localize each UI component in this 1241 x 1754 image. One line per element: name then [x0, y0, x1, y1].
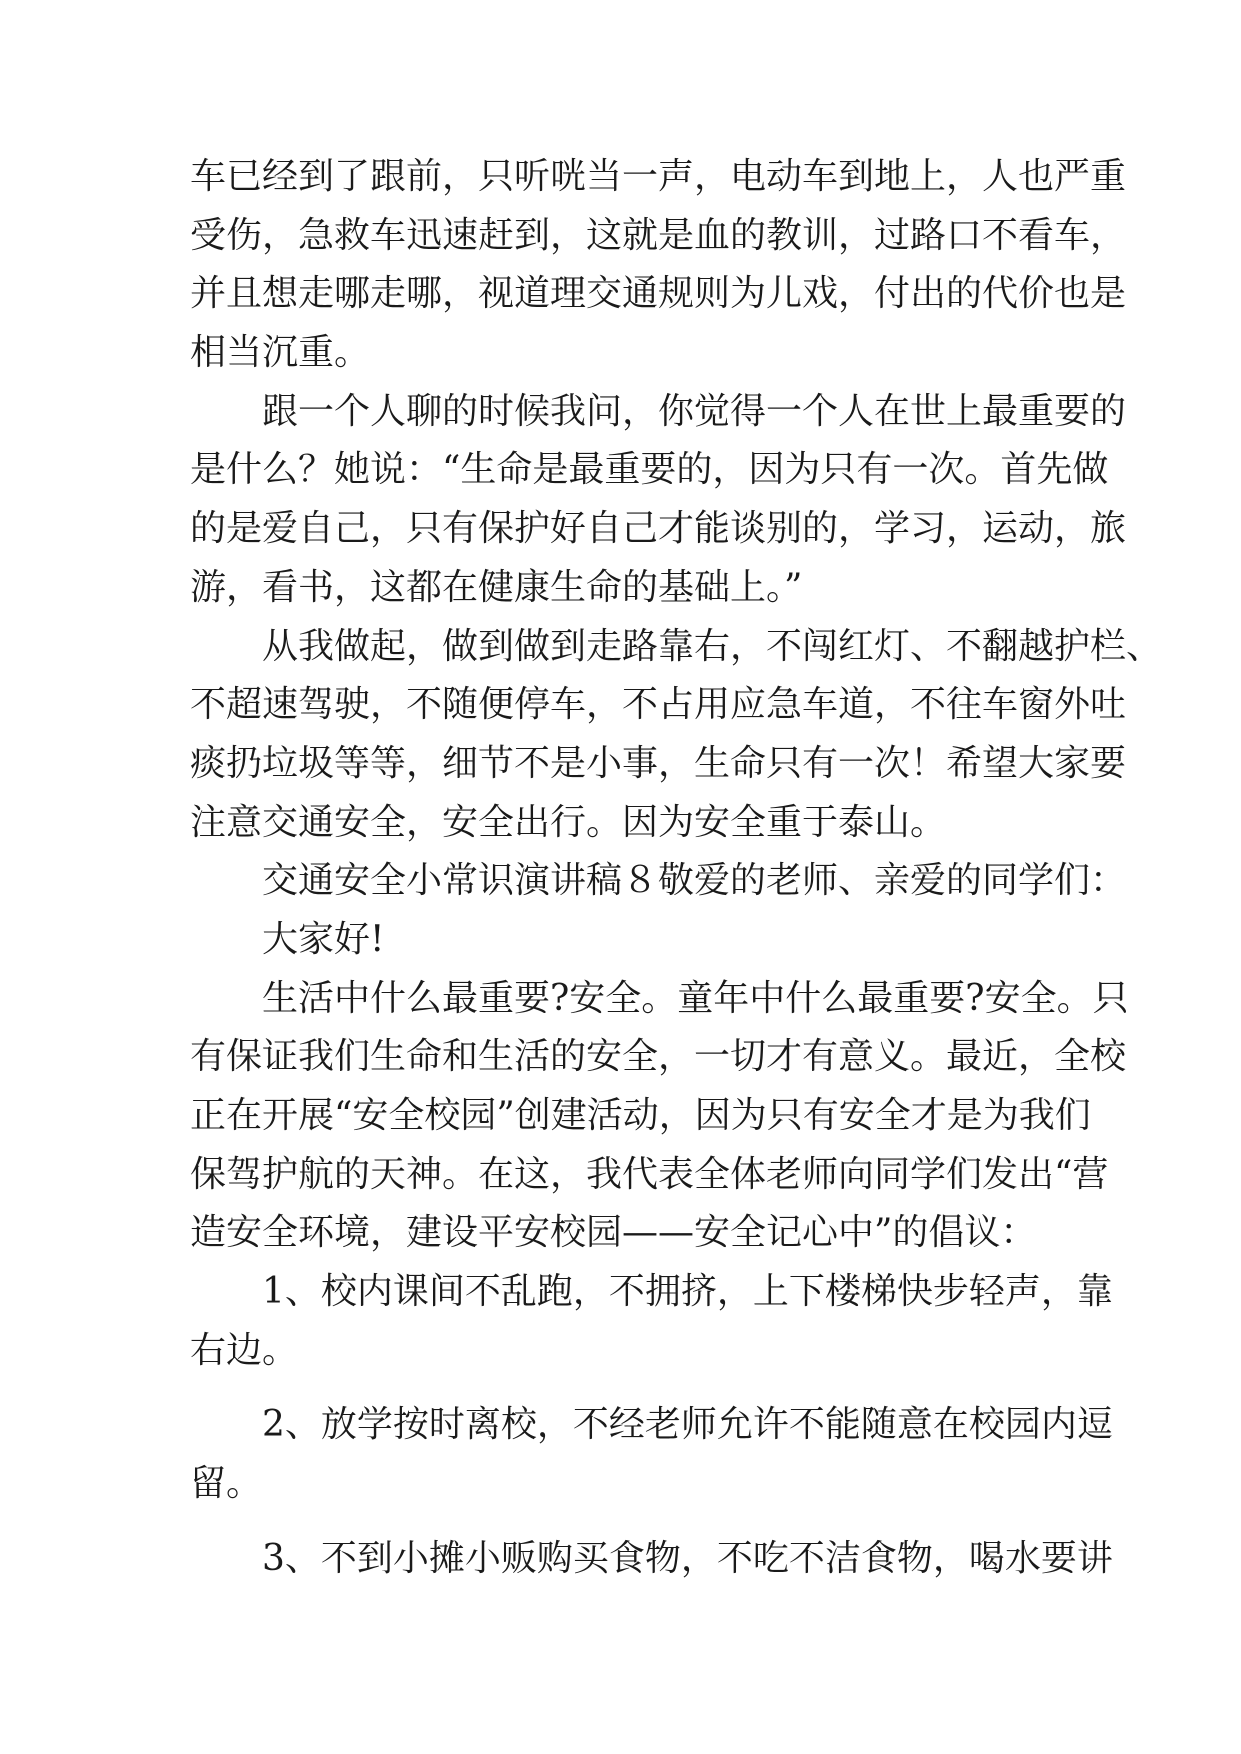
- text-line: 生活中什么最重要?安全。童年中什么最重要?安全。只: [262, 977, 1129, 1019]
- text-line: 不超速驾驶，不随便停车，不占用应急车道，不往车窗外吐: [190, 684, 1127, 726]
- paragraph: [190, 970, 1129, 1263]
- text-line: 是什么？她说：“生命是最重要的，因为只有一次。首先做: [190, 449, 1109, 491]
- text-line: 车已经到了跟前，只听咣当一声，电动车到地上，人也严重: [190, 156, 1127, 197]
- text-line: 从我做起，做到做到走路靠右，不闯红灯、不翻越护栏、: [262, 625, 1163, 667]
- paragraph: [190, 383, 1127, 618]
- list-item: [190, 1263, 1113, 1380]
- text-line: 游，看书，这都在健康生命的基础上。”: [190, 566, 803, 608]
- document-body: [190, 148, 1163, 1589]
- text-line: 注意交通安全，安全出行。因为安全重于泰山。: [190, 801, 947, 843]
- text-line: 1、校内课间不乱跑，不拥挤，上下楼梯快步轻声，靠: [262, 1271, 1113, 1313]
- text-line: 痰扔垃圾等等，细节不是小事，生命只有一次！希望大家要: [190, 742, 1127, 784]
- text-line: 的是爱自己，只有保护好自己才能谈别的，学习，运动，旅: [190, 508, 1127, 550]
- text-line: 相当沉重。: [190, 332, 371, 374]
- paragraph: [190, 148, 1127, 383]
- text-line: 留。: [190, 1463, 263, 1505]
- list-item: [190, 1530, 1113, 1589]
- text-line: 右边。: [190, 1329, 299, 1371]
- paragraph: [190, 852, 1127, 911]
- text-line: 并且想走哪走哪，视道理交通规则为儿戏，付出的代价也是: [190, 273, 1127, 315]
- text-line: 造安全环境，建设平安校园——安全记心中”的倡议：: [190, 1212, 1037, 1254]
- text-line: 2、放学按时离校，不经老师允许不能随意在校园内逗: [262, 1404, 1113, 1446]
- speech-heading-line: 交通安全小常识演讲稿８敬爱的老师、亲爱的同学们：: [262, 860, 1127, 902]
- greeting-line: 大家好!: [262, 918, 385, 960]
- text-line: 受伤，急救车迅速赶到，这就是血的教训，过路口不看车，: [190, 214, 1127, 256]
- text-line: 有保证我们生命和生活的安全，一切才有意义。最近，全校: [190, 1036, 1127, 1078]
- list-item: [190, 1396, 1113, 1513]
- paragraph: [190, 618, 1163, 853]
- text-line: 跟一个人聊的时候我问，你觉得一个人在世上最重要的: [262, 390, 1127, 432]
- text-line: 保驾护航的天神。在这，我代表全体老师向同学们发出“营: [190, 1153, 1109, 1195]
- text-line: 正在开展“安全校园”创建活动，因为只有安全才是为我们: [190, 1095, 1091, 1136]
- paragraph: [190, 911, 1050, 970]
- text-line: 3、不到小摊小贩购买食物，不吃不洁食物，喝水要讲: [262, 1537, 1113, 1579]
